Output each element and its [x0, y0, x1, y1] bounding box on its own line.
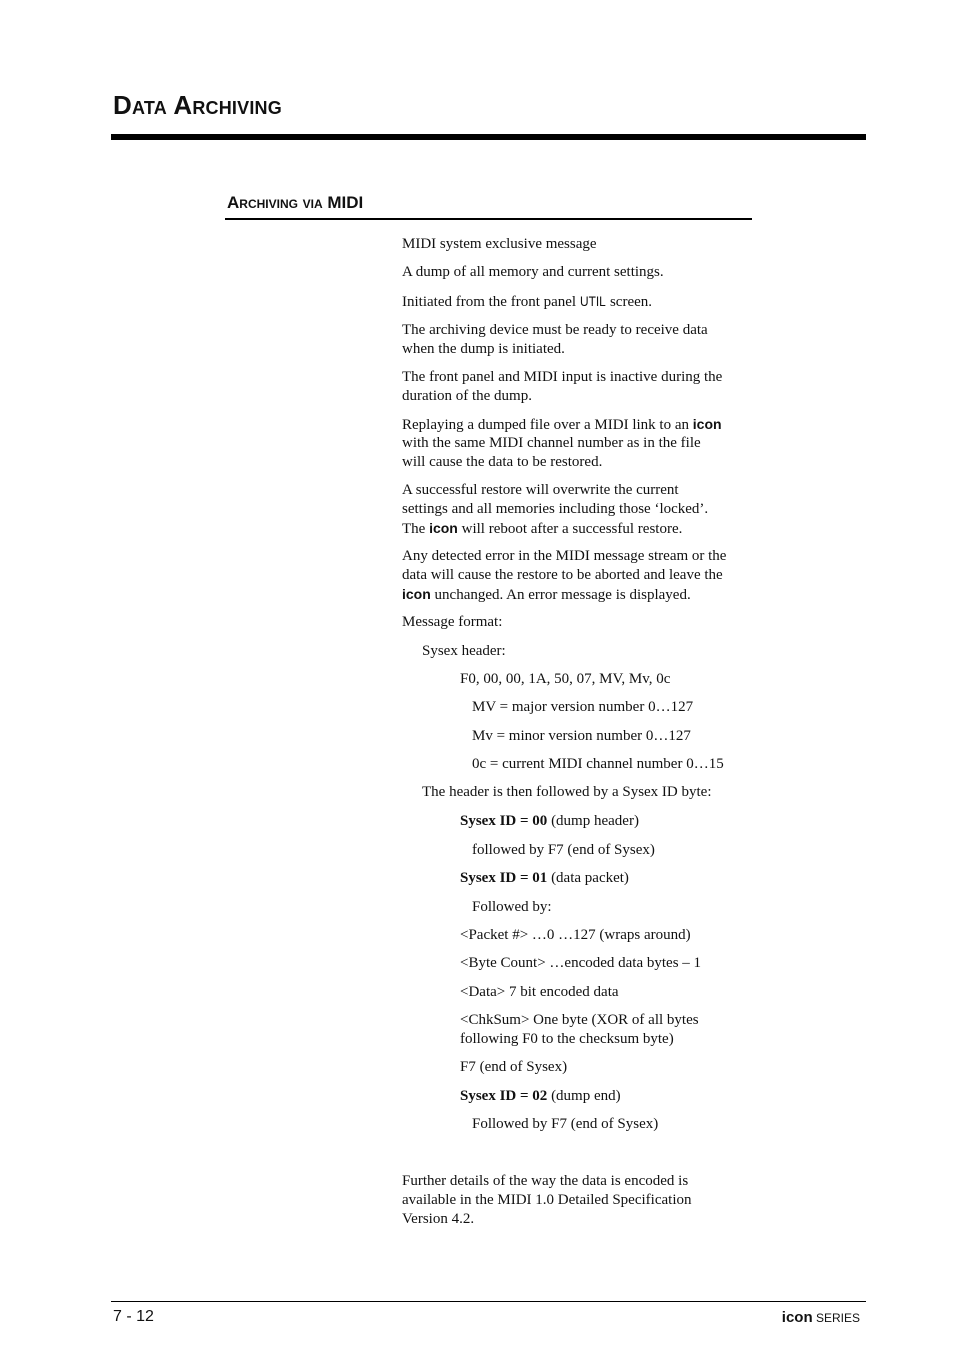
error-suffix: unchanged. An error message is displayed.: [430, 587, 691, 603]
chapter-rule: [111, 134, 866, 140]
paragraph-dump-contents: A dump of all memory and current settings.: [402, 264, 664, 280]
paragraph-error-l1: Any detected error in the MIDI message stream or the: [402, 548, 727, 564]
byte-count-def: <Byte Count> …encoded data bytes – 1: [460, 955, 702, 971]
paragraph-replay-l2: with the same MIDI channel number as in the file: [402, 435, 701, 451]
further-details-l2: available in the MIDI 1.0 Detailed Specification: [402, 1192, 692, 1208]
minor-version-def: Mv = minor version number 0…127: [472, 728, 691, 744]
initiated-text: Initiated from the front panel: [402, 294, 580, 310]
channel-def: 0c = current MIDI channel number 0…15: [472, 756, 724, 772]
paragraph-restore-l2: settings and all memories including those ‘locked’.: [402, 501, 709, 517]
icon-brand-word: icon: [429, 520, 458, 536]
sysex-header-label: Sysex header:: [422, 643, 506, 659]
header-bytes: F0, 00, 00, 1A, 50, 07, MV, Mv, 0c: [460, 671, 671, 687]
util-screen-name: UTIL: [579, 293, 606, 309]
restore-prefix: The: [402, 521, 430, 537]
paragraph-replay-l1: [402, 415, 722, 435]
paragraph-midi-sysex: MIDI system exclusive message: [402, 236, 597, 252]
paragraph-inactive-l2: duration of the dump.: [402, 388, 532, 404]
initiated-suffix: screen.: [606, 294, 653, 310]
paragraph-error-l3: [402, 585, 691, 605]
sysex-id-02-follow: Followed by F7 (end of Sysex): [472, 1116, 659, 1132]
message-format-label: Message format:: [402, 614, 503, 630]
packet-number-def: <Packet #> …0 …127 (wraps around): [460, 927, 691, 943]
data-def: <Data> 7 bit encoded data: [460, 984, 619, 1000]
paragraph-restore-l1: A successful restore will overwrite the current: [402, 482, 679, 498]
sysex-id-intro: The header is then followed by a Sysex ID byte:: [422, 784, 712, 800]
major-version-def: MV = major version number 0…127: [472, 699, 694, 715]
replay-text: Replaying a dumped file over a MIDI link to an: [402, 417, 693, 433]
icon-brand-word: icon: [692, 416, 722, 432]
sysex-id-00-follow: followed by F7 (end of Sysex): [472, 842, 655, 858]
paragraph-device-ready-l2: when the dump is initiated.: [402, 341, 565, 357]
checksum-def-l1: <ChkSum> One byte (XOR of all bytes: [460, 1012, 699, 1028]
footer-brand: icon: [781, 1309, 813, 1326]
sysex-id-01-label: Sysex ID = 01: [460, 870, 548, 886]
checksum-def-l2: following F0 to the checksum byte): [460, 1031, 674, 1047]
sysex-id-00-desc: (dump header): [547, 813, 639, 829]
sysex-id-01-desc: (data packet): [547, 870, 629, 886]
page-number: 7 - 12: [113, 1308, 154, 1325]
footer-rule: [111, 1301, 866, 1302]
section-title: Archiving via MIDI: [227, 193, 364, 212]
sysex-id-02: [460, 1087, 621, 1106]
chapter-title: Data Archiving: [113, 90, 282, 120]
footer-series-label: SERIES: [812, 1311, 860, 1325]
sysex-id-02-label: Sysex ID = 02: [460, 1088, 548, 1104]
sysex-id-01: [460, 869, 629, 888]
footer-series: [782, 1309, 860, 1327]
paragraph-replay-l3: will cause the data to be restored.: [402, 454, 603, 470]
sysex-id-00-label: Sysex ID = 00: [460, 813, 548, 829]
further-details-l1: Further details of the way the data is encoded is: [402, 1173, 689, 1189]
f7-end: F7 (end of Sysex): [460, 1059, 568, 1075]
paragraph-inactive-l1: The front panel and MIDI input is inactive during the: [402, 369, 723, 385]
sysex-id-02-desc: (dump end): [547, 1088, 621, 1104]
paragraph-initiated: [402, 292, 652, 312]
icon-brand-word: icon: [402, 586, 431, 602]
restore-suffix: will reboot after a successful restore.: [457, 521, 683, 537]
sysex-id-01-follow: Followed by:: [472, 899, 552, 915]
further-details-l3: Version 4.2.: [402, 1211, 475, 1227]
paragraph-device-ready-l1: The archiving device must be ready to receive data: [402, 322, 708, 338]
paragraph-error-l2: data will cause the restore to be aborted and leave the: [402, 567, 723, 583]
section-rule: [225, 218, 752, 220]
paragraph-restore-l3: [402, 519, 682, 539]
sysex-id-00: [460, 812, 639, 831]
